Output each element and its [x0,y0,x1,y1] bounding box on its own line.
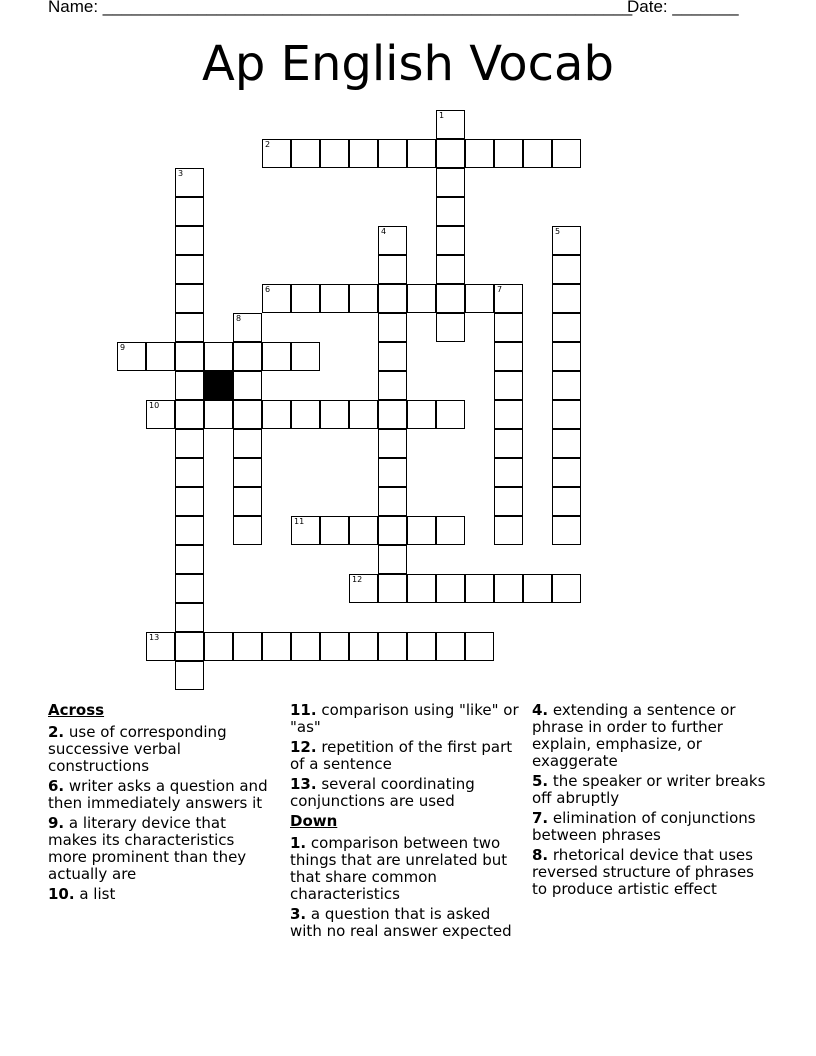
grid-cell[interactable] [204,342,233,371]
clues-column-3 [532,702,768,901]
grid-cell[interactable] [146,400,175,429]
grid-cell[interactable] [494,458,523,487]
clue-text: extending a sentence or phrase in order to further explain, emphasize, or exaggerate [532,701,736,770]
clue-number: 9 [120,343,126,352]
grid-cell[interactable] [378,313,407,342]
grid-cell[interactable] [349,139,378,168]
down-heading: Down [290,812,338,830]
grid-cell[interactable] [436,632,465,661]
grid-cell[interactable] [233,458,262,487]
clue-number: 12 [352,575,363,584]
clue-down-8 [532,847,768,898]
grid-cell[interactable] [349,516,378,545]
grid-cell[interactable] [291,139,320,168]
clue-text: a question that is asked with no real answer expected [290,905,512,940]
grid-cell[interactable] [494,342,523,371]
grid-cell[interactable] [233,429,262,458]
grid-cell[interactable] [465,139,494,168]
clue-across-10 [48,886,268,903]
name-field-label: Name: ________________________________________________________ [48,0,633,16]
grid-cell[interactable] [320,516,349,545]
grid-cell[interactable] [233,400,262,429]
clue-down-7 [532,810,768,844]
clue-number: 5. [532,772,549,790]
grid-cell[interactable] [233,632,262,661]
grid-cell[interactable] [291,516,320,545]
clue-number: 5 [555,227,561,236]
clue-down-5 [532,773,768,807]
grid-cell[interactable] [175,226,204,255]
clue-number: 2 [265,140,271,149]
grid-cell[interactable] [291,284,320,313]
grid-cell[interactable] [552,139,581,168]
date-field-label: Date: _______ [627,0,739,16]
grid-cell[interactable] [175,429,204,458]
grid-cell[interactable] [552,226,581,255]
clue-number: 8 [236,314,242,323]
grid-cell[interactable] [175,342,204,371]
grid-cell[interactable] [175,255,204,284]
grid-cell[interactable] [465,632,494,661]
grid-cell[interactable] [117,342,146,371]
clue-text: a literary device that makes its characteristics more prominent than they actually are [48,814,247,883]
grid-cell[interactable] [378,226,407,255]
grid-cell[interactable] [204,632,233,661]
clue-number: 7. [532,809,549,827]
grid-cell[interactable] [407,632,436,661]
grid-cell[interactable] [320,632,349,661]
grid-cell[interactable] [233,342,262,371]
grid-cell[interactable] [523,574,552,603]
grid-cell[interactable] [552,342,581,371]
clue-down-1 [290,835,526,903]
grid-cell[interactable] [262,342,291,371]
grid-cell[interactable] [175,574,204,603]
grid-cell[interactable] [349,574,378,603]
grid-cell[interactable] [233,313,262,342]
grid-cell[interactable] [552,516,581,545]
grid-cell[interactable] [378,284,407,313]
grid-cell[interactable] [494,487,523,516]
grid-cell[interactable] [262,632,291,661]
clue-text: comparison using "like" or "as" [290,701,519,736]
grid-cell[interactable] [378,487,407,516]
clues-column-1 [48,702,268,906]
clue-number: 6 [265,285,271,294]
grid-cell[interactable] [436,139,465,168]
clue-text: use of corresponding successive verbal constructions [48,723,227,775]
grid-cell[interactable] [378,400,407,429]
clue-text: elimination of conjunctions between phrases [532,809,756,844]
clue-across-6 [48,778,268,812]
grid-cell[interactable] [233,371,262,400]
clue-across-11 [290,702,526,736]
grid-cell[interactable] [494,371,523,400]
clue-number: 13. [290,775,317,793]
grid-block [204,371,233,400]
grid-cell[interactable] [291,342,320,371]
grid-cell[interactable] [378,458,407,487]
clues-column-2 [290,702,526,943]
clue-number: 7 [497,285,503,294]
grid-cell[interactable] [175,632,204,661]
grid-cell[interactable] [320,400,349,429]
grid-cell[interactable] [436,110,465,139]
grid-cell[interactable] [407,400,436,429]
clue-number: 3. [290,905,307,923]
clue-down-3 [290,906,526,940]
clue-down-4 [532,702,768,770]
grid-cell[interactable] [175,545,204,574]
grid-cell[interactable] [146,632,175,661]
grid-cell[interactable] [378,574,407,603]
grid-cell[interactable] [175,458,204,487]
clue-across-13 [290,776,526,810]
clue-text: several coordinating conjunctions are used [290,775,475,810]
clue-text: comparison between two things that are unrelated but that share common characteristics [290,834,508,903]
grid-cell[interactable] [465,574,494,603]
grid-cell[interactable] [320,284,349,313]
grid-cell[interactable] [436,168,465,197]
grid-cell[interactable] [436,516,465,545]
grid-cell[interactable] [291,400,320,429]
grid-cell[interactable] [552,255,581,284]
grid-cell[interactable] [378,632,407,661]
clue-number: 1. [290,834,307,852]
clue-number: 2. [48,723,65,741]
clue-number: 4. [532,701,549,719]
grid-cell[interactable] [552,487,581,516]
page-title: Ap English Vocab [202,36,614,92]
grid-cell[interactable] [494,139,523,168]
clue-text: the speaker or writer breaks off abruptly [532,772,766,807]
grid-cell[interactable] [378,139,407,168]
grid-cell[interactable] [378,371,407,400]
clue-number: 6. [48,777,65,795]
grid-cell[interactable] [204,400,233,429]
clue-number: 10 [149,401,160,410]
grid-cell[interactable] [378,516,407,545]
clue-number: 1 [439,111,445,120]
grid-cell[interactable] [175,603,204,632]
grid-cell[interactable] [552,284,581,313]
across-heading: Across [48,701,105,719]
grid-cell[interactable] [175,516,204,545]
grid-cell[interactable] [349,284,378,313]
grid-cell[interactable] [175,168,204,197]
clue-across-9 [48,815,268,883]
grid-cell[interactable] [378,429,407,458]
grid-cell[interactable] [349,632,378,661]
clue-text: a list [74,885,116,903]
grid-cell[interactable] [262,400,291,429]
grid-cell[interactable] [436,197,465,226]
grid-cell[interactable] [523,139,552,168]
clue-across-2 [48,724,268,775]
grid-cell[interactable] [494,429,523,458]
grid-cell[interactable] [552,400,581,429]
grid-cell[interactable] [494,574,523,603]
grid-cell[interactable] [436,284,465,313]
grid-cell[interactable] [436,400,465,429]
clue-number: 10. [48,885,75,903]
clue-number: 3 [178,169,184,178]
grid-cell[interactable] [146,342,175,371]
grid-cell[interactable] [552,458,581,487]
grid-cell[interactable] [291,632,320,661]
grid-cell[interactable] [233,516,262,545]
clue-number: 12. [290,738,317,756]
grid-cell[interactable] [436,226,465,255]
grid-cell[interactable] [494,284,523,313]
clue-number: 11 [294,517,305,526]
clue-text: repetition of the first part of a sentence [290,738,513,773]
clue-number: 4 [381,227,387,236]
grid-cell[interactable] [262,139,291,168]
grid-cell[interactable] [320,139,349,168]
grid-cell[interactable] [175,400,204,429]
clue-number: 9. [48,814,65,832]
grid-cell[interactable] [494,400,523,429]
clue-text: rhetorical device that uses reversed structure of phrases to produce artistic effect [532,846,754,898]
clue-text: writer asks a question and then immediately answers it [48,777,268,812]
grid-cell[interactable] [378,342,407,371]
grid-cell[interactable] [378,255,407,284]
grid-cell[interactable] [436,574,465,603]
grid-cell[interactable] [175,197,204,226]
grid-cell[interactable] [494,313,523,342]
grid-cell[interactable] [494,516,523,545]
clue-number: 13 [149,633,160,642]
grid-cell[interactable] [349,400,378,429]
grid-cell[interactable] [407,139,436,168]
grid-cell[interactable] [552,574,581,603]
clue-number: 11. [290,701,317,719]
grid-cell[interactable] [175,313,204,342]
grid-cell[interactable] [552,429,581,458]
grid-cell[interactable] [407,574,436,603]
clue-across-12 [290,739,526,773]
grid-cell[interactable] [552,371,581,400]
grid-cell[interactable] [436,255,465,284]
grid-cell[interactable] [175,661,204,690]
clue-number: 8. [532,846,549,864]
grid-cell[interactable] [175,284,204,313]
grid-cell[interactable] [378,545,407,574]
grid-cell[interactable] [407,516,436,545]
grid-cell[interactable] [436,313,465,342]
grid-cell[interactable] [175,371,204,400]
grid-cell[interactable] [465,284,494,313]
grid-cell[interactable] [262,284,291,313]
grid-cell[interactable] [175,487,204,516]
grid-cell[interactable] [552,313,581,342]
grid-cell[interactable] [407,284,436,313]
grid-cell[interactable] [233,487,262,516]
